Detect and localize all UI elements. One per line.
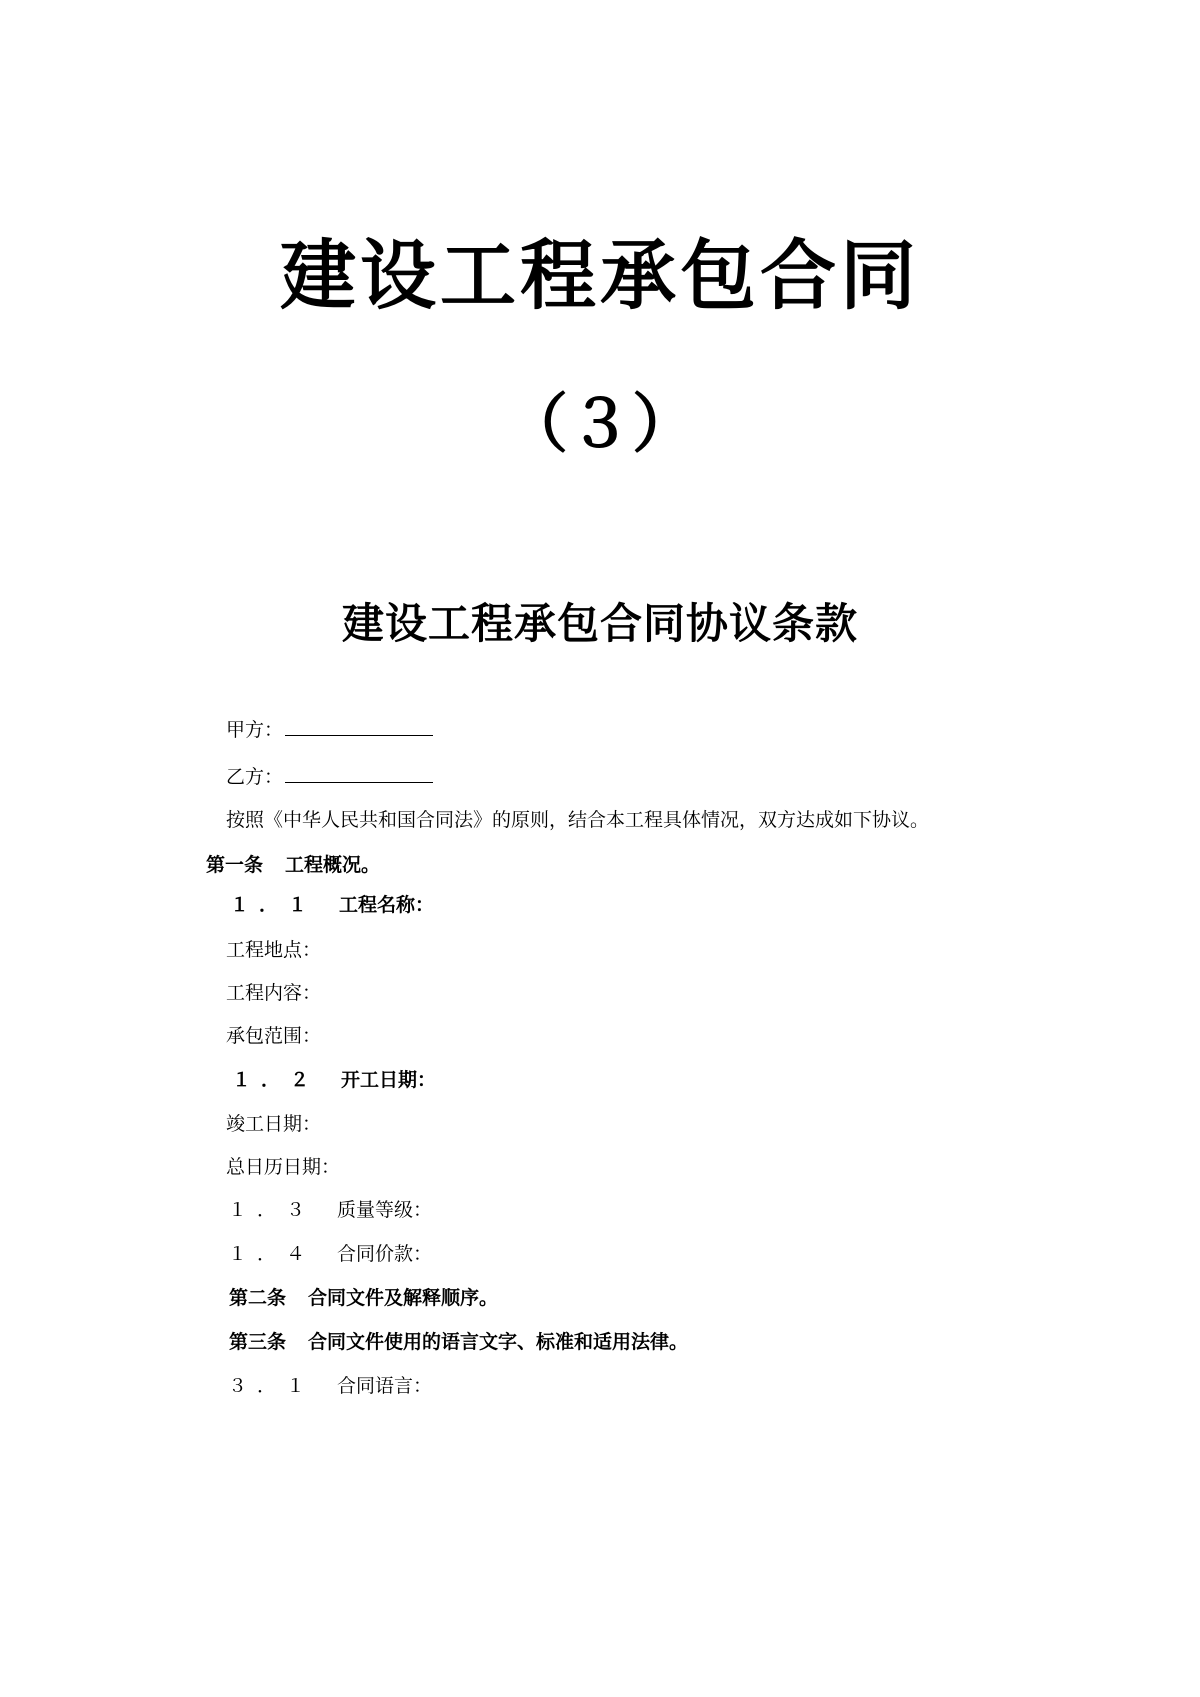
article-1-text: 工程概况。: [285, 854, 381, 876]
section-1-4-num: １．４: [228, 1243, 316, 1265]
party-a-blank[interactable]: [285, 717, 433, 736]
preamble: 按照《中华人民共和国合同法》的原则，结合本工程具体情况，双方达成如下协议。: [226, 809, 930, 831]
party-a-line: [226, 717, 433, 740]
article-3-heading: [229, 1333, 688, 1352]
article-2-heading: [229, 1289, 498, 1308]
article-3-text: 合同文件使用的语言文字、标准和适用法律。: [308, 1331, 689, 1353]
article-3-title: 第三条: [229, 1331, 287, 1353]
section-3-1-num: ３．１: [228, 1375, 316, 1397]
section-1-1: [230, 896, 434, 915]
party-b-label: 乙方：: [226, 766, 284, 788]
section-1-2: [232, 1071, 436, 1090]
section-1-1-label: 工程名称：: [339, 894, 435, 916]
content-label: 工程内容：: [226, 982, 322, 1004]
article-2-title: 第二条: [229, 1287, 287, 1309]
completion-label: 竣工日期：: [226, 1113, 322, 1135]
scope-label: 承包范围：: [226, 1025, 322, 1047]
total-days-label: 总日历日期：: [226, 1156, 341, 1178]
section-1-4: [228, 1245, 432, 1264]
section-1-3: [228, 1201, 432, 1220]
section-1-3-label: 质量等级：: [337, 1199, 433, 1221]
section-1-1-num: １．１: [230, 894, 318, 916]
site-label: 工程地点：: [226, 939, 322, 961]
document-title: 建设工程承包合同: [280, 231, 920, 320]
document-subtitle: 建设工程承包合同协议条款: [341, 599, 858, 648]
article-1-title: 第一条: [206, 854, 264, 876]
section-1-2-label: 开工日期：: [341, 1069, 437, 1091]
party-a-label: 甲方：: [226, 719, 284, 741]
article-2-text: 合同文件及解释顺序。: [308, 1287, 499, 1309]
document-volume: （３）: [504, 387, 696, 462]
section-1-3-num: １．３: [228, 1199, 316, 1221]
section-1-2-num: １．２: [232, 1069, 320, 1091]
section-1-4-label: 合同价款：: [337, 1243, 433, 1265]
party-b-blank[interactable]: [285, 764, 433, 783]
article-1-heading: [206, 856, 380, 875]
section-3-1: [228, 1377, 432, 1396]
party-b-line: [226, 764, 433, 787]
section-3-1-label: 合同语言：: [337, 1375, 433, 1397]
